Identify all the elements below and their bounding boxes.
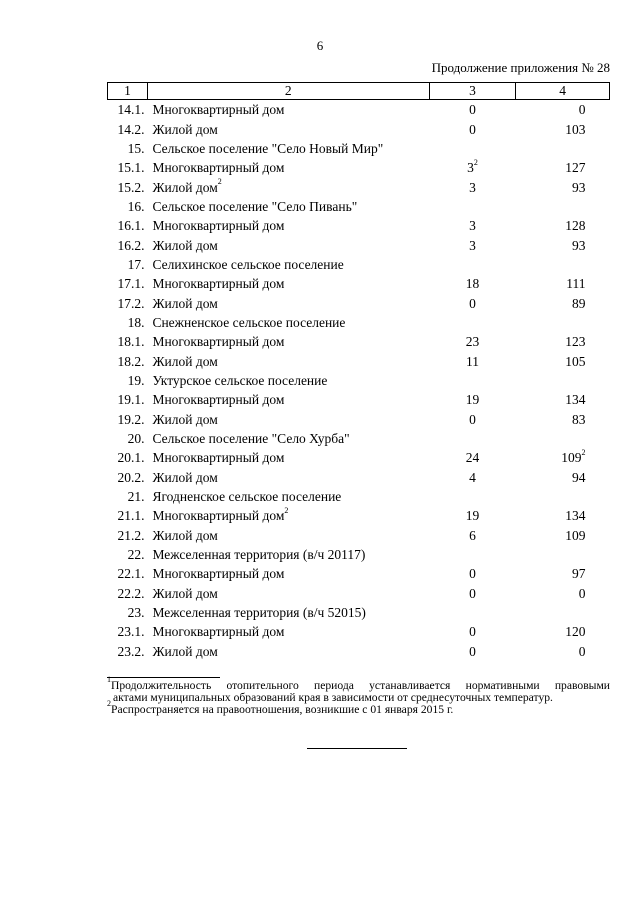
row-value-col-4 (516, 255, 610, 274)
footnote-2-text: Распространяется на правоотношения, возникшие с 01 января 2015 г. (111, 703, 454, 716)
row-value-col-3 (429, 139, 516, 158)
row-name (147, 197, 429, 216)
row-value-col-3 (429, 390, 516, 409)
row-value-col-3-text: 3 (469, 218, 476, 234)
row-value-col-3-text: 3 (467, 160, 474, 176)
row-value-col-4 (516, 119, 610, 138)
row-name-footnote-mark: 2 (284, 505, 289, 515)
row-name-text: Многоквартирный дом (152, 276, 285, 292)
row-name-text: Жилой дом (152, 237, 218, 253)
table-row (108, 487, 610, 506)
row-number-text: 17. (127, 256, 145, 272)
row-value-col-4 (516, 448, 610, 467)
table-row (108, 526, 610, 545)
row-value-col-4 (516, 584, 610, 603)
row-number (108, 255, 148, 274)
row-value-col-4-text: 134 (565, 508, 586, 524)
footnote-separator (107, 677, 220, 678)
row-number-text: 19. (127, 372, 145, 388)
row-number (108, 197, 148, 216)
table-row (108, 371, 610, 390)
table-row (108, 506, 610, 525)
row-name (147, 139, 429, 158)
continuation-label: Продолжение приложения № 28 (431, 60, 610, 75)
row-name-text: Многоквартирный дом (152, 102, 285, 118)
row-value-col-4 (516, 603, 610, 622)
row-name-text: Межселенная территория (в/ч 20117) (152, 547, 366, 563)
row-name (147, 235, 429, 254)
row-name-text: Жилой дом (152, 179, 218, 195)
row-value-col-4-text: 97 (572, 566, 586, 582)
row-name-text: Уктурское сельское поселение (152, 372, 328, 388)
row-value-col-4-text: 105 (565, 353, 586, 369)
row-number (108, 506, 148, 525)
row-value-col-4-text: 0 (578, 102, 586, 118)
row-value-col-3 (429, 293, 516, 312)
row-number (108, 139, 148, 158)
row-name-text: Сельское поселение "Село Новый Мир" (152, 140, 384, 156)
row-value-col-3 (429, 429, 516, 448)
row-value-col-4 (516, 429, 610, 448)
row-value-col-3-text: 4 (469, 469, 476, 485)
row-name (147, 390, 429, 409)
footnote-2 (107, 699, 610, 716)
row-value-col-3 (429, 506, 516, 525)
row-value-col-3-text: 18 (465, 276, 480, 292)
row-name-text: Многоквартирный дом (152, 450, 285, 466)
row-number (108, 216, 148, 235)
row-name-text: Жилой дом (152, 643, 218, 659)
row-name-text: Многоквартирный дом (152, 160, 285, 176)
row-value-col-4-text: 109 (561, 450, 582, 466)
table-row (108, 177, 610, 196)
row-name (147, 584, 429, 603)
row-value-col-3 (429, 642, 516, 661)
row-value-col-3 (429, 564, 516, 583)
row-name (147, 448, 429, 467)
row-value-col-3 (429, 410, 516, 429)
table-row (108, 468, 610, 487)
row-name-text: Жилой дом (152, 121, 218, 137)
row-value-col-4 (516, 410, 610, 429)
row-number-text: 14.2. (117, 121, 145, 137)
row-name (147, 410, 429, 429)
table-row (108, 100, 610, 120)
row-value-col-4 (516, 564, 610, 583)
row-number-text: 14.1. (117, 102, 145, 118)
table-row (108, 351, 610, 370)
row-value-col-3 (429, 216, 516, 235)
row-name (147, 371, 429, 390)
row-value-col-4 (516, 313, 610, 332)
end-separator (307, 748, 407, 749)
row-number (108, 410, 148, 429)
row-value-col-3 (429, 197, 516, 216)
row-value-col-3-text: 0 (469, 624, 476, 640)
row-value-col-3 (429, 119, 516, 138)
row-name-text: Сельское поселение "Село Пивань" (152, 198, 358, 214)
row-name (147, 119, 429, 138)
row-value-col-4-text: 0 (578, 585, 586, 601)
row-number (108, 158, 148, 177)
row-number (108, 100, 148, 120)
row-value-col-3 (429, 158, 516, 177)
row-value-col-4 (516, 197, 610, 216)
row-value-col-3 (429, 468, 516, 487)
table-row (108, 332, 610, 351)
row-number (108, 274, 148, 293)
row-value-col-4-text: 89 (572, 295, 586, 311)
row-value-col-3-text: 19 (465, 392, 480, 408)
row-value-col-4 (516, 274, 610, 293)
row-name (147, 158, 429, 177)
row-number-text: 18.1. (117, 334, 145, 350)
row-number-text: 15.2. (117, 179, 145, 195)
row-value-col-3 (429, 332, 516, 351)
row-number-text: 16. (127, 198, 145, 214)
row-number-text: 15.1. (117, 160, 145, 176)
row-name-text: Жилой дом (152, 353, 218, 369)
row-value-col-3-text: 0 (469, 643, 476, 659)
row-name-text: Жилой дом (152, 585, 218, 601)
row-name (147, 274, 429, 293)
table-row (108, 158, 610, 177)
row-value-col-4 (516, 526, 610, 545)
row-value-col-4 (516, 332, 610, 351)
row-name-text: Многоквартирный дом (152, 624, 285, 640)
row-value-col-4 (516, 642, 610, 661)
row-name-text: Межселенная территория (в/ч 52015) (152, 605, 366, 621)
row-name (147, 351, 429, 370)
row-name (147, 526, 429, 545)
row-name (147, 100, 429, 120)
row-value-col-4-text: 93 (572, 179, 586, 195)
row-name (147, 429, 429, 448)
footnote-2-mark: 2 (107, 699, 111, 709)
row-number (108, 177, 148, 196)
row-number-text: 19.1. (117, 392, 145, 408)
table-row (108, 216, 610, 235)
row-value-col-4-footnote-mark: 2 (581, 447, 586, 457)
row-number-text: 23.2. (117, 643, 145, 659)
row-value-col-4 (516, 158, 610, 177)
table-row (108, 429, 610, 448)
row-number (108, 448, 148, 467)
table-row (108, 235, 610, 254)
row-value-col-3-text: 0 (469, 295, 476, 311)
row-number (108, 390, 148, 409)
row-value-col-3 (429, 100, 516, 120)
row-number (108, 622, 148, 641)
row-number (108, 371, 148, 390)
table-row (108, 255, 610, 274)
row-value-col-4-text: 103 (565, 121, 586, 137)
row-value-col-4-text: 128 (565, 218, 586, 234)
footnote-1-line-2: актами муниципальных образований края в зависимости от среднесуточных температур. (113, 691, 553, 704)
row-number-text: 19.2. (117, 411, 145, 427)
row-name (147, 545, 429, 564)
row-name-text: Ягодненское сельское поселение (152, 489, 342, 505)
row-number-text: 16.1. (117, 218, 145, 234)
row-name (147, 216, 429, 235)
row-value-col-4 (516, 293, 610, 312)
row-value-col-3 (429, 313, 516, 332)
row-number-text: 22. (127, 547, 145, 563)
row-value-col-4-text: 127 (565, 160, 586, 176)
row-number-text: 17.2. (117, 295, 145, 311)
row-value-col-4 (516, 371, 610, 390)
row-number (108, 429, 148, 448)
row-number-text: 20.2. (117, 469, 145, 485)
row-name-text: Жилой дом (152, 469, 218, 485)
row-value-col-3 (429, 603, 516, 622)
footnotes (107, 675, 610, 716)
row-name (147, 622, 429, 641)
row-number (108, 235, 148, 254)
row-number (108, 119, 148, 138)
row-number-text: 21.1. (117, 508, 145, 524)
row-name-text: Селихинское сельское поселение (152, 256, 344, 272)
row-value-col-3 (429, 622, 516, 641)
row-number-text: 17.1. (117, 276, 145, 292)
row-value-col-4 (516, 390, 610, 409)
row-value-col-3 (429, 487, 516, 506)
row-number-text: 18.2. (117, 353, 145, 369)
row-name (147, 564, 429, 583)
row-value-col-3 (429, 584, 516, 603)
row-value-col-4-text: 134 (565, 392, 586, 408)
row-value-col-3-text: 0 (469, 566, 476, 582)
row-number (108, 332, 148, 351)
row-number-text: 23.1. (117, 624, 145, 640)
row-value-col-4-text: 93 (572, 237, 586, 253)
row-value-col-3-text: 0 (469, 121, 476, 137)
table-row (108, 119, 610, 138)
row-number (108, 564, 148, 583)
header-col-4: 4 (516, 83, 610, 100)
row-name-text: Сельское поселение "Село Хурба" (152, 431, 350, 447)
table-row (108, 603, 610, 622)
row-name-text: Многоквартирный дом (152, 566, 285, 582)
row-value-col-4-text: 83 (572, 411, 586, 427)
row-name (147, 506, 429, 525)
table-row (108, 622, 610, 641)
row-value-col-3 (429, 255, 516, 274)
row-number-text: 22.1. (117, 566, 145, 582)
row-value-col-3 (429, 274, 516, 293)
row-number (108, 487, 148, 506)
row-name-text: Многоквартирный дом (152, 392, 285, 408)
row-value-col-4-text: 0 (578, 643, 586, 659)
row-value-col-4 (516, 100, 610, 120)
row-number-text: 20. (127, 431, 145, 447)
row-value-col-3 (429, 526, 516, 545)
table-row (108, 139, 610, 158)
table-row (108, 584, 610, 603)
row-number-text: 20.1. (117, 450, 145, 466)
row-name (147, 468, 429, 487)
row-value-col-4 (516, 506, 610, 525)
row-number (108, 584, 148, 603)
row-name-text: Снежненское сельское поселение (152, 314, 346, 330)
row-value-col-4 (516, 468, 610, 487)
row-number (108, 603, 148, 622)
table-body (108, 100, 610, 661)
row-value-col-4-text: 123 (565, 334, 586, 350)
row-value-col-3 (429, 351, 516, 370)
row-value-col-3 (429, 177, 516, 196)
table-row (108, 197, 610, 216)
row-number-text: 21. (127, 489, 145, 505)
row-name-text: Многоквартирный дом (152, 218, 285, 234)
row-name-footnote-mark: 2 (217, 177, 222, 187)
row-name-text: Жилой дом (152, 295, 218, 311)
row-value-col-4 (516, 139, 610, 158)
row-number (108, 468, 148, 487)
row-number-text: 15. (127, 140, 145, 156)
row-value-col-3-text: 3 (469, 237, 476, 253)
row-name-text: Жилой дом (152, 411, 218, 427)
row-number (108, 526, 148, 545)
row-value-col-4 (516, 216, 610, 235)
row-value-col-3 (429, 235, 516, 254)
row-name (147, 603, 429, 622)
row-name-text: Многоквартирный дом (152, 508, 285, 524)
row-value-col-4 (516, 545, 610, 564)
row-name-text: Жилой дом (152, 527, 218, 543)
row-value-col-3-text: 3 (469, 179, 476, 195)
table-row (108, 293, 610, 312)
row-value-col-4 (516, 487, 610, 506)
table-row (108, 274, 610, 293)
header-col-2: 2 (147, 83, 429, 100)
row-value-col-3 (429, 545, 516, 564)
row-value-col-3-text: 11 (465, 353, 479, 369)
row-value-col-4-text: 109 (565, 527, 586, 543)
row-value-col-3-text: 0 (469, 102, 476, 118)
row-value-col-3-text: 0 (469, 585, 476, 601)
row-number-text: 22.2. (117, 585, 145, 601)
row-number (108, 351, 148, 370)
page-number: 6 (316, 38, 324, 53)
header-col-1: 1 (108, 83, 148, 100)
row-name (147, 293, 429, 312)
row-name (147, 642, 429, 661)
row-number (108, 313, 148, 332)
row-name (147, 313, 429, 332)
table-row (108, 642, 610, 661)
row-value-col-3-footnote-mark: 2 (473, 157, 478, 167)
row-value-col-3-text: 24 (465, 450, 480, 466)
row-number-text: 18. (127, 314, 145, 330)
table-row (108, 390, 610, 409)
row-value-col-3-text: 6 (469, 527, 476, 543)
header-col-3: 3 (429, 83, 516, 100)
row-value-col-4 (516, 235, 610, 254)
row-number-text: 16.2. (117, 237, 145, 253)
row-name (147, 177, 429, 196)
row-name-text: Многоквартирный дом (152, 334, 285, 350)
row-name (147, 332, 429, 351)
table-row (108, 410, 610, 429)
row-value-col-4-text: 120 (565, 624, 586, 640)
table-row (108, 448, 610, 467)
row-value-col-3-text: 19 (465, 508, 480, 524)
table-row (108, 313, 610, 332)
row-number (108, 642, 148, 661)
table-row (108, 545, 610, 564)
table-row (108, 564, 610, 583)
row-number-text: 21.2. (117, 527, 145, 543)
row-value-col-3 (429, 448, 516, 467)
data-table (107, 82, 610, 661)
row-number (108, 545, 148, 564)
row-value-col-3 (429, 371, 516, 390)
row-name (147, 255, 429, 274)
row-value-col-4 (516, 622, 610, 641)
footnote-1-line-1: Продолжительность отопительного периода устанавливается нормативными правовыми (111, 679, 610, 692)
row-name (147, 487, 429, 506)
row-value-col-4-text: 111 (566, 276, 586, 292)
row-value-col-4 (516, 351, 610, 370)
row-value-col-4 (516, 177, 610, 196)
row-value-col-4-text: 94 (572, 469, 586, 485)
footnote-1-mark: 1 (107, 675, 111, 685)
row-number (108, 293, 148, 312)
table-header (108, 83, 610, 100)
row-number-text: 23. (127, 605, 145, 621)
row-value-col-3-text: 0 (469, 411, 476, 427)
row-value-col-3-text: 23 (465, 334, 480, 350)
